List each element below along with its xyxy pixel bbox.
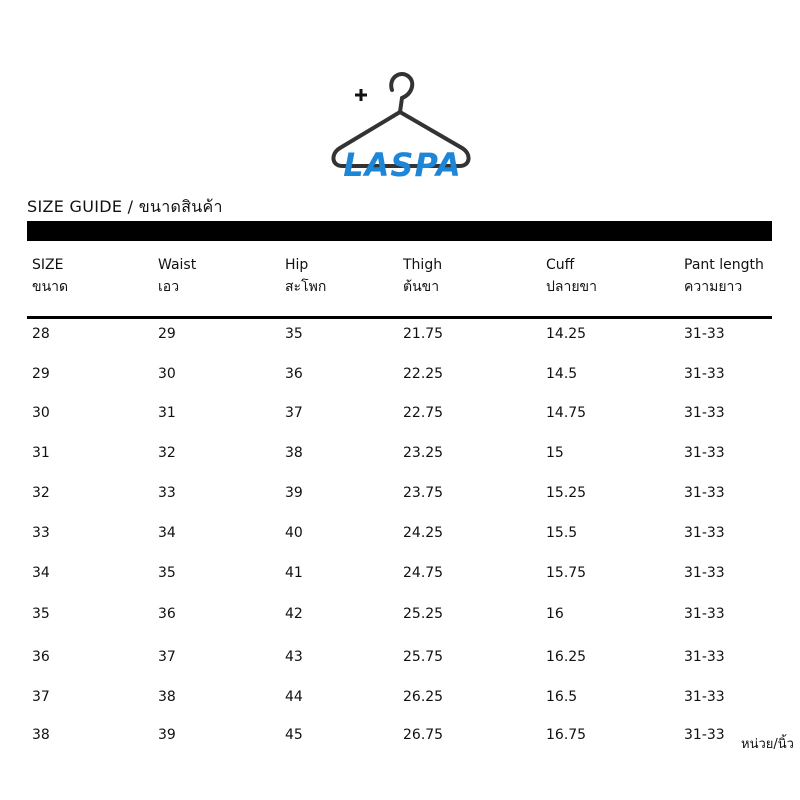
cell-cuff: 14.25 — [546, 326, 587, 342]
header-cuff-th: ปลายขา — [546, 279, 597, 295]
cell-waist: 37 — [158, 649, 176, 665]
cell-waist: 35 — [158, 565, 176, 581]
table-row — [0, 323, 800, 345]
header-pant-length-en: Pant length — [684, 257, 764, 273]
cell-thigh: 26.75 — [403, 727, 444, 743]
cell-hip: 44 — [285, 689, 303, 705]
cell-waist: 36 — [158, 606, 176, 622]
cell-pant-length: 31-33 — [684, 485, 725, 501]
cell-hip: 43 — [285, 649, 303, 665]
cell-hip: 39 — [285, 485, 303, 501]
header-hip — [285, 254, 326, 298]
cell-waist: 30 — [158, 366, 176, 382]
table-header — [0, 254, 800, 314]
table-row — [0, 686, 800, 708]
table-row — [0, 522, 800, 544]
cell-size: 33 — [32, 525, 50, 541]
header-cuff-en: Cuff — [546, 257, 575, 273]
header-pant-length — [684, 254, 764, 298]
table-row — [0, 603, 800, 625]
cell-waist: 29 — [158, 326, 176, 342]
cell-waist: 38 — [158, 689, 176, 705]
cell-cuff: 15.25 — [546, 485, 587, 501]
table-row — [0, 646, 800, 668]
cell-size: 37 — [32, 689, 50, 705]
cell-pant-length: 31-33 — [684, 405, 725, 421]
cell-hip: 40 — [285, 525, 303, 541]
cell-cuff: 14.5 — [546, 366, 578, 382]
cell-hip: 38 — [285, 445, 303, 461]
cell-size: 36 — [32, 649, 50, 665]
table-row — [0, 442, 800, 464]
cell-cuff: 15.75 — [546, 565, 587, 581]
cell-pant-length: 31-33 — [684, 727, 725, 743]
table-row — [0, 724, 800, 746]
cell-thigh: 21.75 — [403, 326, 444, 342]
cell-size: 38 — [32, 727, 50, 743]
cell-cuff: 15.5 — [546, 525, 578, 541]
header-hip-th: สะโพก — [285, 279, 327, 295]
table-top-bar — [27, 221, 772, 241]
cell-cuff: 16.25 — [546, 649, 587, 665]
brand-logo — [328, 68, 473, 192]
cell-hip: 37 — [285, 405, 303, 421]
header-thigh-en: Thigh — [403, 257, 443, 273]
cell-pant-length: 31-33 — [684, 649, 725, 665]
cell-cuff: 16.75 — [546, 727, 587, 743]
cell-waist: 31 — [158, 405, 176, 421]
cell-thigh: 25.25 — [403, 606, 444, 622]
header-cuff — [546, 254, 597, 298]
header-size — [32, 254, 68, 298]
table-row — [0, 562, 800, 584]
cell-pant-length: 31-33 — [684, 366, 725, 382]
brand-logo-text: LASPA — [343, 146, 462, 184]
cell-size: 31 — [32, 445, 50, 461]
cell-cuff: 16.5 — [546, 689, 578, 705]
header-pant-length-th: ความยาว — [684, 279, 743, 295]
cell-thigh: 23.75 — [403, 485, 444, 501]
table-row — [0, 363, 800, 385]
cell-size: 34 — [32, 565, 50, 581]
header-divider — [27, 316, 772, 319]
cell-hip: 45 — [285, 727, 303, 743]
cell-hip: 36 — [285, 366, 303, 382]
header-thigh — [403, 254, 442, 298]
header-waist-th: เอว — [158, 279, 180, 295]
cell-thigh: 22.75 — [403, 405, 444, 421]
header-waist-en: Waist — [158, 257, 197, 273]
cell-pant-length: 31-33 — [684, 326, 725, 342]
cell-pant-length: 31-33 — [684, 689, 725, 705]
cell-cuff: 15 — [546, 445, 564, 461]
cell-thigh: 23.25 — [403, 445, 444, 461]
header-size-en: SIZE — [32, 257, 64, 273]
cell-waist: 39 — [158, 727, 176, 743]
unit-note: หน่วย/นิ้ว — [741, 737, 794, 752]
cell-thigh: 25.75 — [403, 649, 444, 665]
cell-size: 35 — [32, 606, 50, 622]
cell-size: 28 — [32, 326, 50, 342]
cell-hip: 35 — [285, 326, 303, 342]
cell-pant-length: 31-33 — [684, 445, 725, 461]
cell-size: 29 — [32, 366, 50, 382]
header-size-th: ขนาด — [32, 279, 69, 295]
cell-waist: 34 — [158, 525, 176, 541]
cell-thigh: 22.25 — [403, 366, 444, 382]
cell-waist: 33 — [158, 485, 176, 501]
cell-cuff: 16 — [546, 606, 564, 622]
table-row — [0, 402, 800, 424]
cell-pant-length: 31-33 — [684, 565, 725, 581]
table-row — [0, 482, 800, 504]
page-title: SIZE GUIDE / ขนาดสินค้า — [27, 197, 223, 216]
cell-hip: 41 — [285, 565, 303, 581]
cell-size: 32 — [32, 485, 50, 501]
header-hip-en: Hip — [285, 257, 309, 273]
header-waist — [158, 254, 196, 298]
cell-hip: 42 — [285, 606, 303, 622]
cell-pant-length: 31-33 — [684, 606, 725, 622]
cell-thigh: 24.75 — [403, 565, 444, 581]
cell-cuff: 14.75 — [546, 405, 587, 421]
cell-pant-length: 31-33 — [684, 525, 725, 541]
cell-size: 30 — [32, 405, 50, 421]
cell-thigh: 24.25 — [403, 525, 444, 541]
header-thigh-th: ต้นขา — [403, 279, 440, 295]
cell-waist: 32 — [158, 445, 176, 461]
cell-thigh: 26.25 — [403, 689, 444, 705]
